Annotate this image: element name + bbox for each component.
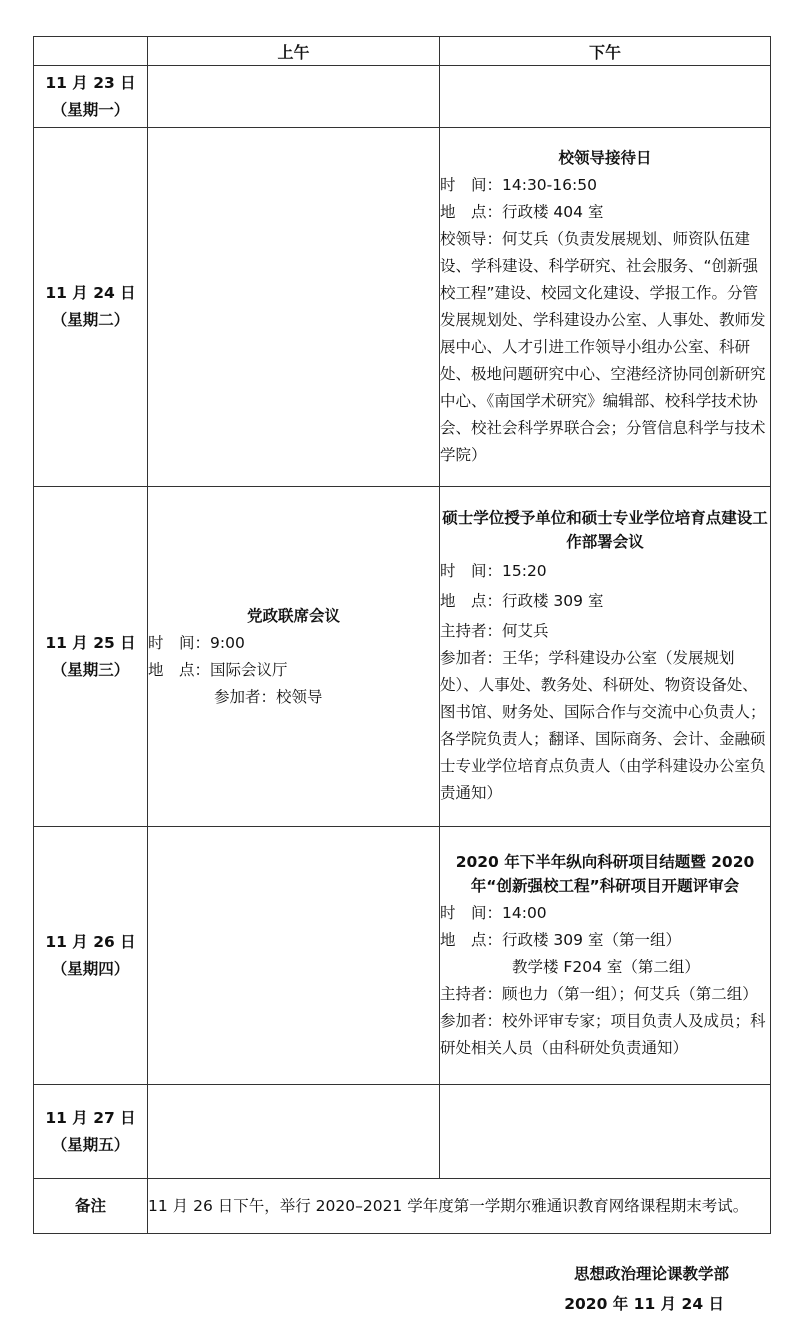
event-attendees: 参加者：校外评审专家；项目负责人及成员；科研处相关人员（由科研处负责通知） [440, 1011, 766, 1057]
row-thursday [34, 827, 771, 1085]
event-host: 主持者：顾也力（第一组）；何艾兵（第二组） [440, 984, 758, 1003]
weekday-label: （星期二） [51, 311, 130, 329]
header-afternoon: 下午 [440, 37, 771, 66]
weekday-label: （星期一） [51, 100, 130, 119]
thursday-am-cell [148, 827, 440, 1085]
signature-date: 2020 年 11 月 24 日 [564, 1295, 724, 1313]
monday-am-cell [148, 66, 440, 128]
weekday-label: （星期三） [51, 660, 130, 679]
event-place: 地 点：行政楼 309 室 [440, 592, 604, 610]
event-title: 2020 年下半年纵向科研项目结题暨 2020 年“创新强校工程”科研项目开题评审会 [455, 852, 755, 895]
signature-department: 思想政治理论课教学部 [573, 1265, 729, 1283]
day-cell-wednesday [34, 487, 148, 827]
day-cell-tuesday [34, 128, 148, 487]
event-title: 硕士学位授予单位和硕士专业学位培育点建设工作部署会议 [442, 509, 768, 551]
header-row [34, 37, 771, 66]
date-label: 11 月 24 日 [45, 284, 136, 302]
tuesday-pm-cell [440, 128, 771, 487]
date-label: 11 月 26 日 [45, 932, 136, 951]
row-note [34, 1179, 771, 1234]
thursday-pm-cell [440, 827, 771, 1085]
event-place: 地 点：行政楼 309 室（第一组） [440, 930, 681, 949]
event-host: 主持者：何艾兵 [440, 622, 549, 640]
wednesday-am-cell [148, 487, 440, 827]
wednesday-pm-cell [440, 487, 771, 827]
header-morning: 上午 [148, 37, 440, 66]
weekday-label: （星期五） [51, 1135, 130, 1154]
note-text: 11 月 26 日下午，举行 2020–2021 学年度第一学期尔雅通识教育网络课程期末考试。 [148, 1179, 771, 1234]
schedule-table [33, 36, 771, 1234]
date-label: 11 月 27 日 [45, 1108, 136, 1127]
event-title: 党政联席会议 [246, 606, 340, 625]
date-label: 11 月 25 日 [45, 633, 136, 652]
friday-am-cell [148, 1085, 440, 1179]
row-tuesday [34, 128, 771, 487]
day-cell-thursday [34, 827, 148, 1085]
weekday-label: （星期四） [51, 959, 130, 978]
event-leader: 校领导：何艾兵（负责发展规划、师资队伍建设、学科建设、科学研究、社会服务、“创新强校工程”建设、校园文化建设、学报工作。分管发展规划处、学科建设办公室、人事处、教师发展中心、人才引进工作领导小组办公室、科研处、极地问题研究中心、空港经济协同创新研究中心、《南国学术研究》编辑部、校科学技术协会、校社会科学界联合会；分管信息科学与技术学院） [440, 230, 766, 464]
event-time: 时 间：14:00 [440, 903, 547, 922]
tuesday-am-cell [148, 128, 440, 487]
friday-pm-cell [440, 1085, 771, 1179]
event-attendees: 参加者：校领导 [214, 687, 323, 706]
event-title: 校领导接待日 [558, 149, 652, 167]
note-label: 备注 [34, 1179, 148, 1234]
event-attendees: 参加者：王华；学科建设办公室（发展规划处）、人事处、教务处、科研处、物资设备处、图书馆、财务处、国际合作与交流中心负责人；各学院负责人；翻译、国际商务、会计、金融硕士专业学位培育点负责人（由学科建设办公室负责通知） [440, 649, 766, 802]
event-time: 时 间：9:00 [148, 633, 245, 652]
monday-pm-cell [440, 66, 771, 128]
day-cell-monday [34, 66, 148, 128]
event-place: 地 点：国际会议厅 [148, 660, 288, 679]
day-cell-friday [34, 1085, 148, 1179]
row-wednesday [34, 487, 771, 827]
event-place-secondary: 教学楼 F204 室（第二组） [512, 957, 700, 976]
event-time: 时 间：14:30-16:50 [440, 176, 597, 194]
row-friday [34, 1085, 771, 1179]
row-monday [34, 66, 771, 128]
header-blank [34, 37, 148, 66]
event-place: 地 点：行政楼 404 室 [440, 203, 604, 221]
event-time: 时 间：15:20 [440, 562, 547, 580]
date-label: 11 月 23 日 [45, 73, 136, 92]
